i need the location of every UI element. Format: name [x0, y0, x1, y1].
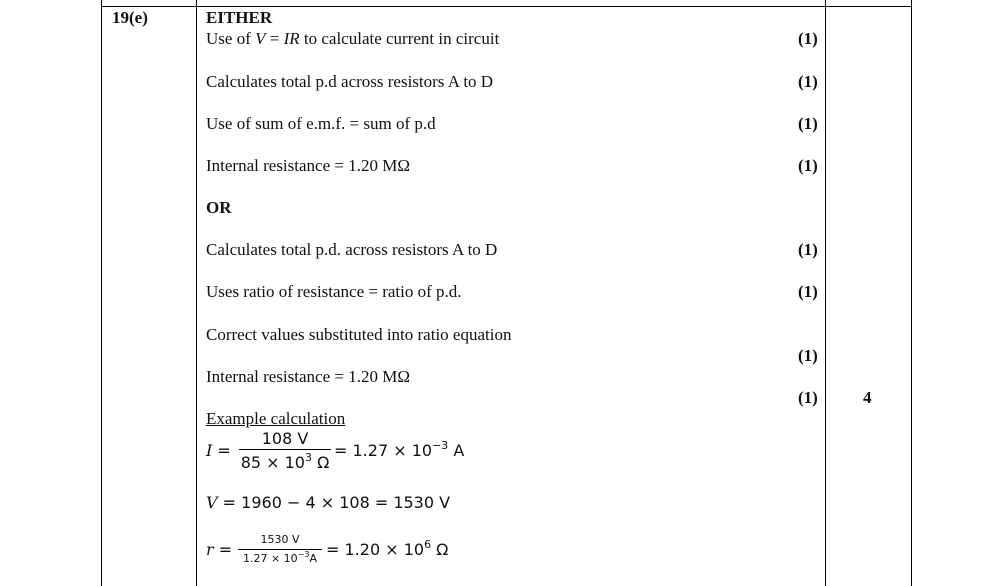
or-mark-1: (1)	[798, 240, 818, 259]
either-heading: EITHER	[206, 8, 273, 27]
either-row-2: Calculates total p.d across resistors A to D	[206, 72, 494, 91]
either-mark-4: (1)	[798, 156, 818, 175]
question-number: 19(e)	[112, 8, 148, 27]
example-heading: Example calculation	[206, 409, 346, 428]
either-mark-2: (1)	[798, 72, 818, 91]
table-border-left	[101, 0, 102, 586]
or-mark-2: (1)	[798, 282, 818, 301]
eq1-lhs: I =	[206, 441, 231, 460]
either-row-4: Internal resistance = 1.20 MΩ	[206, 156, 410, 175]
eq3-fraction	[238, 533, 322, 567]
eq1-numerator: 108 V	[261, 429, 309, 448]
or-row-2: Uses ratio of resistance = ratio of p.d.	[206, 282, 462, 301]
eq3-lhs: r =	[206, 540, 233, 559]
table-border-col2	[196, 0, 197, 586]
eq3-denominator: $1.27 \times 10^{-3}A$	[242, 550, 318, 565]
either-mark-1: (1)	[798, 29, 818, 48]
or-row-1: Calculates total p.d. across resistors A to D	[206, 240, 498, 259]
table-border-right	[911, 0, 912, 586]
eq1-denominator: $85 \times 10^3$ Ω	[240, 451, 330, 472]
either-row-1: Use of V = IR to calculate current in circuit	[206, 29, 500, 48]
or-mark-3: (1)	[798, 346, 818, 365]
eq1-rhs: = $1.27 \times 10^{-3}$ A	[334, 439, 465, 460]
eq2: V = 1960 − 4 × 108 = 1530 V	[206, 493, 451, 512]
either-mark-3: (1)	[798, 114, 818, 133]
table-border-col3	[825, 0, 826, 586]
or-heading: OR	[206, 198, 232, 217]
total-marks: 4	[863, 388, 872, 407]
table-border-top	[101, 6, 911, 7]
eq1-fraction	[239, 429, 331, 474]
eq3-numerator: 1530 V	[260, 533, 300, 546]
or-mark-4: (1)	[798, 388, 818, 407]
or-row-3: Correct values substituted into ratio equation	[206, 325, 512, 344]
either-row-3: Use of sum of e.m.f. = sum of p.d	[206, 114, 436, 133]
eq3-rhs: = $1.20 \times 10^6$ Ω	[326, 538, 449, 559]
or-row-4: Internal resistance = 1.20 MΩ	[206, 367, 410, 386]
